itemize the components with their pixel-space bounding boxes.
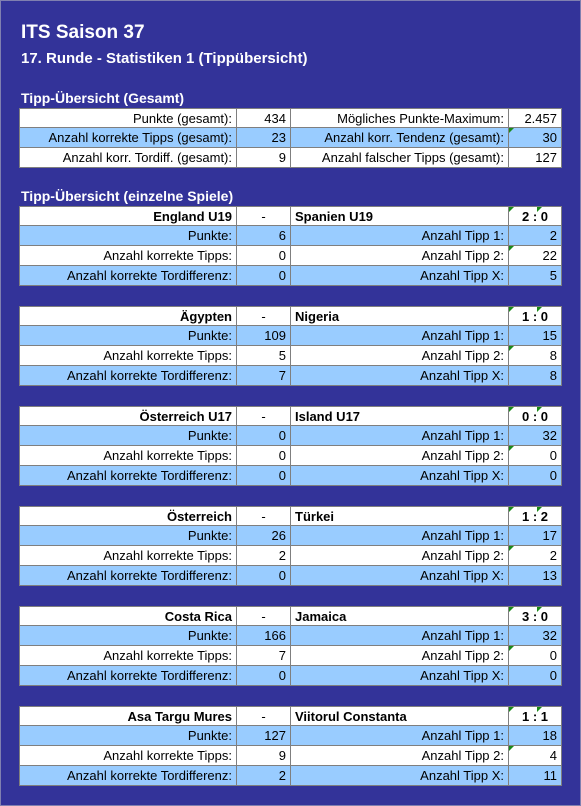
goal-diff-value: 0 <box>237 266 291 286</box>
overall-label: Anzahl korrekte Tipps (gesamt): <box>19 128 237 148</box>
points-value: 6 <box>237 226 291 246</box>
overall-value: 23 <box>237 128 291 148</box>
game-stat-row <box>19 226 562 246</box>
overall-value: 30 <box>509 128 562 148</box>
tipp1-value: 32 <box>509 626 562 646</box>
away-team: Türkei <box>291 506 509 526</box>
tipp1-value: 32 <box>509 426 562 446</box>
home-team: Ägypten <box>19 306 237 326</box>
overall-label: Mögliches Punkte-Maximum: <box>291 108 509 128</box>
tippx-value: 11 <box>509 766 562 786</box>
game-header-row <box>19 606 562 626</box>
away-team: Spanien U19 <box>291 206 509 226</box>
points-label: Punkte: <box>19 526 237 546</box>
overall-table <box>19 108 562 168</box>
vs-dash: - <box>237 406 291 426</box>
points-value: 166 <box>237 626 291 646</box>
game-stat-row <box>19 366 562 386</box>
final-score: 3 : 0 <box>509 606 562 626</box>
tippx-value: 5 <box>509 266 562 286</box>
goal-diff-label: Anzahl korrekte Tordifferenz: <box>19 366 237 386</box>
home-team: Österreich U17 <box>19 406 237 426</box>
tippx-value: 0 <box>509 466 562 486</box>
overall-heading: Tipp-Übersicht (Gesamt) <box>21 90 185 106</box>
tipp1-label: Anzahl Tipp 1: <box>291 726 509 746</box>
tipp2-value: 0 <box>509 646 562 666</box>
game-stat-row <box>19 646 562 666</box>
games-heading: Tipp-Übersicht (einzelne Spiele) <box>21 188 234 204</box>
vs-dash: - <box>237 206 291 226</box>
game-stat-row <box>19 566 562 586</box>
tipp2-label: Anzahl Tipp 2: <box>291 546 509 566</box>
game-stat-row <box>19 546 562 566</box>
game-header-row <box>19 506 562 526</box>
vs-dash: - <box>237 606 291 626</box>
overall-value: 9 <box>237 148 291 168</box>
game-stat-row <box>19 246 562 266</box>
tippx-label: Anzahl Tipp X: <box>291 466 509 486</box>
game-table <box>19 506 562 586</box>
game-table <box>19 406 562 486</box>
game-stat-row <box>19 446 562 466</box>
game-stat-row <box>19 746 562 766</box>
correct-tips-label: Anzahl korrekte Tipps: <box>19 646 237 666</box>
goal-diff-label: Anzahl korrekte Tordifferenz: <box>19 666 237 686</box>
game-stat-row <box>19 426 562 446</box>
page-title: ITS Saison 37 <box>21 22 145 43</box>
goal-diff-value: 0 <box>237 666 291 686</box>
tippx-label: Anzahl Tipp X: <box>291 366 509 386</box>
points-label: Punkte: <box>19 426 237 446</box>
correct-tips-label: Anzahl korrekte Tipps: <box>19 746 237 766</box>
overall-row <box>19 128 562 148</box>
correct-tips-value: 0 <box>237 446 291 466</box>
goal-diff-value: 0 <box>237 466 291 486</box>
game-stat-row <box>19 526 562 546</box>
tipp1-label: Anzahl Tipp 1: <box>291 226 509 246</box>
correct-tips-label: Anzahl korrekte Tipps: <box>19 546 237 566</box>
home-team: England U19 <box>19 206 237 226</box>
overall-value: 127 <box>509 148 562 168</box>
tipp1-label: Anzahl Tipp 1: <box>291 426 509 446</box>
game-table <box>19 306 562 386</box>
correct-tips-value: 5 <box>237 346 291 366</box>
vs-dash: - <box>237 706 291 726</box>
tippx-value: 8 <box>509 366 562 386</box>
tipp1-value: 15 <box>509 326 562 346</box>
game-table <box>19 706 562 786</box>
game-header-row <box>19 406 562 426</box>
final-score: 1 : 1 <box>509 706 562 726</box>
points-label: Punkte: <box>19 626 237 646</box>
home-team: Costa Rica <box>19 606 237 626</box>
tipp1-value: 2 <box>509 226 562 246</box>
tippx-label: Anzahl Tipp X: <box>291 766 509 786</box>
vs-dash: - <box>237 506 291 526</box>
tippx-value: 0 <box>509 666 562 686</box>
tipp2-label: Anzahl Tipp 2: <box>291 746 509 766</box>
overall-row <box>19 108 562 128</box>
game-stat-row <box>19 726 562 746</box>
game-header-row <box>19 306 562 326</box>
tipp2-label: Anzahl Tipp 2: <box>291 246 509 266</box>
away-team: Viitorul Constanta <box>291 706 509 726</box>
tipp2-label: Anzahl Tipp 2: <box>291 646 509 666</box>
correct-tips-label: Anzahl korrekte Tipps: <box>19 346 237 366</box>
tipp2-label: Anzahl Tipp 2: <box>291 346 509 366</box>
home-team: Österreich <box>19 506 237 526</box>
tipp2-value: 22 <box>509 246 562 266</box>
goal-diff-value: 0 <box>237 566 291 586</box>
correct-tips-value: 0 <box>237 246 291 266</box>
overall-value: 2.457 <box>509 108 562 128</box>
tipp1-value: 17 <box>509 526 562 546</box>
game-stat-row <box>19 466 562 486</box>
goal-diff-value: 2 <box>237 766 291 786</box>
game-stat-row <box>19 326 562 346</box>
goal-diff-label: Anzahl korrekte Tordifferenz: <box>19 466 237 486</box>
correct-tips-value: 2 <box>237 546 291 566</box>
overall-value: 434 <box>237 108 291 128</box>
tipp2-label: Anzahl Tipp 2: <box>291 446 509 466</box>
points-value: 109 <box>237 326 291 346</box>
final-score: 1 : 2 <box>509 506 562 526</box>
correct-tips-label: Anzahl korrekte Tipps: <box>19 246 237 266</box>
tippx-label: Anzahl Tipp X: <box>291 566 509 586</box>
goal-diff-value: 7 <box>237 366 291 386</box>
overall-label: Anzahl falscher Tipps (gesamt): <box>291 148 509 168</box>
points-value: 127 <box>237 726 291 746</box>
game-header-row <box>19 206 562 226</box>
final-score: 1 : 0 <box>509 306 562 326</box>
tipp2-value: 4 <box>509 746 562 766</box>
final-score: 0 : 0 <box>509 406 562 426</box>
tippx-label: Anzahl Tipp X: <box>291 266 509 286</box>
points-value: 26 <box>237 526 291 546</box>
away-team: Jamaica <box>291 606 509 626</box>
overall-label: Anzahl korr. Tordiff. (gesamt): <box>19 148 237 168</box>
away-team: Island U17 <box>291 406 509 426</box>
tippx-label: Anzahl Tipp X: <box>291 666 509 686</box>
points-label: Punkte: <box>19 226 237 246</box>
tipp2-value: 8 <box>509 346 562 366</box>
tipp1-label: Anzahl Tipp 1: <box>291 626 509 646</box>
game-table <box>19 606 562 686</box>
overall-label: Anzahl korr. Tendenz (gesamt): <box>291 128 509 148</box>
away-team: Nigeria <box>291 306 509 326</box>
correct-tips-label: Anzahl korrekte Tipps: <box>19 446 237 466</box>
correct-tips-value: 7 <box>237 646 291 666</box>
tipp1-label: Anzahl Tipp 1: <box>291 526 509 546</box>
overall-label: Punkte (gesamt): <box>19 108 237 128</box>
points-label: Punkte: <box>19 726 237 746</box>
points-label: Punkte: <box>19 326 237 346</box>
game-stat-row <box>19 626 562 646</box>
final-score: 2 : 0 <box>509 206 562 226</box>
tipp1-label: Anzahl Tipp 1: <box>291 326 509 346</box>
points-value: 0 <box>237 426 291 446</box>
tipp2-value: 0 <box>509 446 562 466</box>
tippx-value: 13 <box>509 566 562 586</box>
vs-dash: - <box>237 306 291 326</box>
home-team: Asa Targu Mures <box>19 706 237 726</box>
goal-diff-label: Anzahl korrekte Tordifferenz: <box>19 266 237 286</box>
game-header-row <box>19 706 562 726</box>
game-stat-row <box>19 346 562 366</box>
tipp1-value: 18 <box>509 726 562 746</box>
tipp2-value: 2 <box>509 546 562 566</box>
goal-diff-label: Anzahl korrekte Tordifferenz: <box>19 566 237 586</box>
overall-row <box>19 148 562 168</box>
game-stat-row <box>19 766 562 786</box>
goal-diff-label: Anzahl korrekte Tordifferenz: <box>19 766 237 786</box>
correct-tips-value: 9 <box>237 746 291 766</box>
game-stat-row <box>19 266 562 286</box>
game-stat-row <box>19 666 562 686</box>
game-table <box>19 206 562 286</box>
page-subtitle: 17. Runde - Statistiken 1 (Tippübersicht) <box>21 50 308 67</box>
